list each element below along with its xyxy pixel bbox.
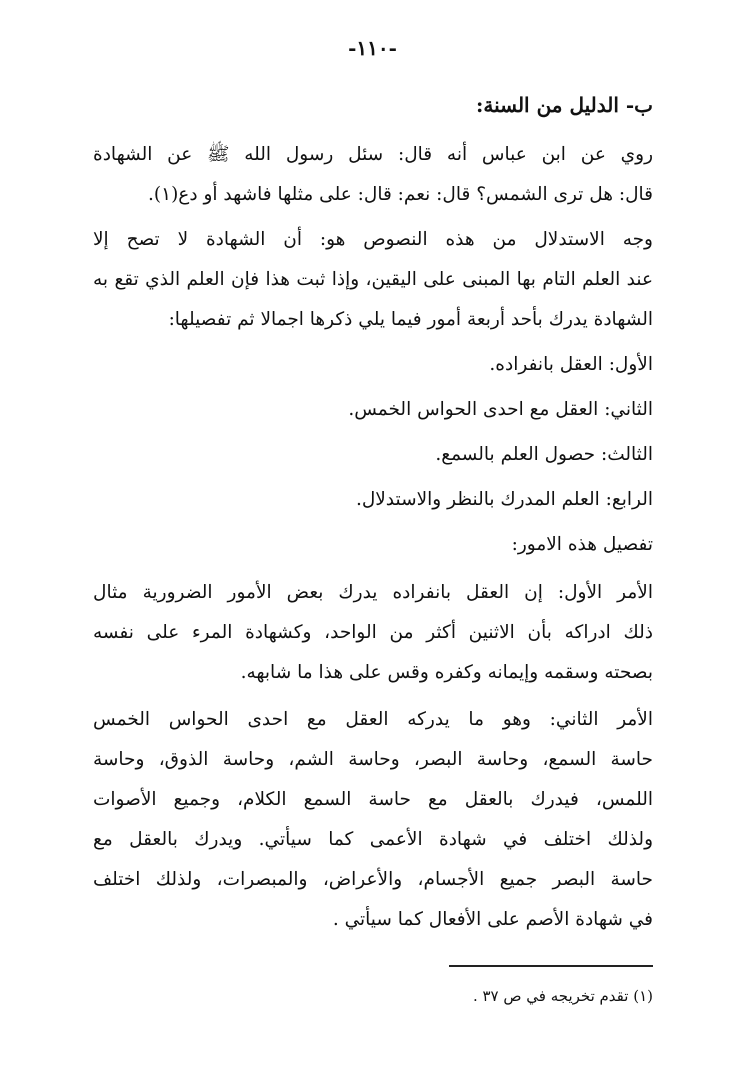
text-line: روي عن ابن عباس أنه قال: سئل رسول الله ﷺ عن الشهادة [93, 144, 653, 165]
text-line: الشهادة يدرك بأحد أربعة أمور فيما يلي ذكرها اجمالا ثم تفصيلها: [168, 309, 653, 330]
text-line: حاسة البصر جميع الأجسام، والأعراض، والمبصرات، ولذلك اختلف [93, 869, 653, 890]
text-line: في شهادة الأصم على الأفعال كما سيأتي . [332, 909, 653, 930]
text-line: عند العلم التام بها المبنى على اليقين، وإذا ثبت هذا فإن العلم الذي تقع به [93, 269, 653, 290]
text-line: ولذلك اختلف في شهادة الأعمى كما سيأتي. ويدرك بالعقل مع [93, 829, 653, 850]
text-line: اللمس، فيدرك بالعقل مع حاسة السمع الكلام، وجميع الأصوات [93, 789, 653, 810]
text-line: الأمر الثاني: وهو ما يدركه العقل مع احدى الحواس الخمس [93, 709, 653, 730]
text-line: الأمر الأول: إن العقل بانفراده يدرك بعض الأمور الضرورية مثال [93, 582, 653, 603]
list-item: الأول: العقل بانفراده. [489, 354, 653, 375]
footnote-divider [449, 965, 653, 967]
page-number: -١١٠- [348, 36, 397, 60]
list-item: الرابع: العلم المدرك بالنظر والاستدلال. [355, 489, 653, 510]
text-line: حاسة السمع، وحاسة البصر، وحاسة الشم، وحاسة الذوق، وحاسة [93, 749, 653, 770]
list-item: الثاني: العقل مع احدى الحواس الخمس. [348, 399, 653, 420]
text-line: ذلك ادراكه بأن الاثنين أكثر من الواحد، وكشهادة المرء على نفسه [93, 622, 653, 643]
footnote: (١) تقدم تخريجه في ص ٣٧ . [472, 987, 653, 1005]
subheading: تفصيل هذه الامور: [511, 534, 653, 555]
list-item: الثالث: حصول العلم بالسمع. [435, 444, 653, 465]
text-line: قال: هل ترى الشمس؟ قال: نعم: قال: على مثلها فاشهد أو دع(١). [148, 184, 653, 205]
text-line: وجه الاستدلال من هذه النصوص هو: أن الشهادة لا تصح إلا [93, 229, 653, 250]
text-line: بصحته وسقمه وإيمانه وكفره وقس على هذا ما شابهه. [240, 662, 653, 683]
section-heading: ب- الدليل من السنة: [475, 93, 653, 117]
